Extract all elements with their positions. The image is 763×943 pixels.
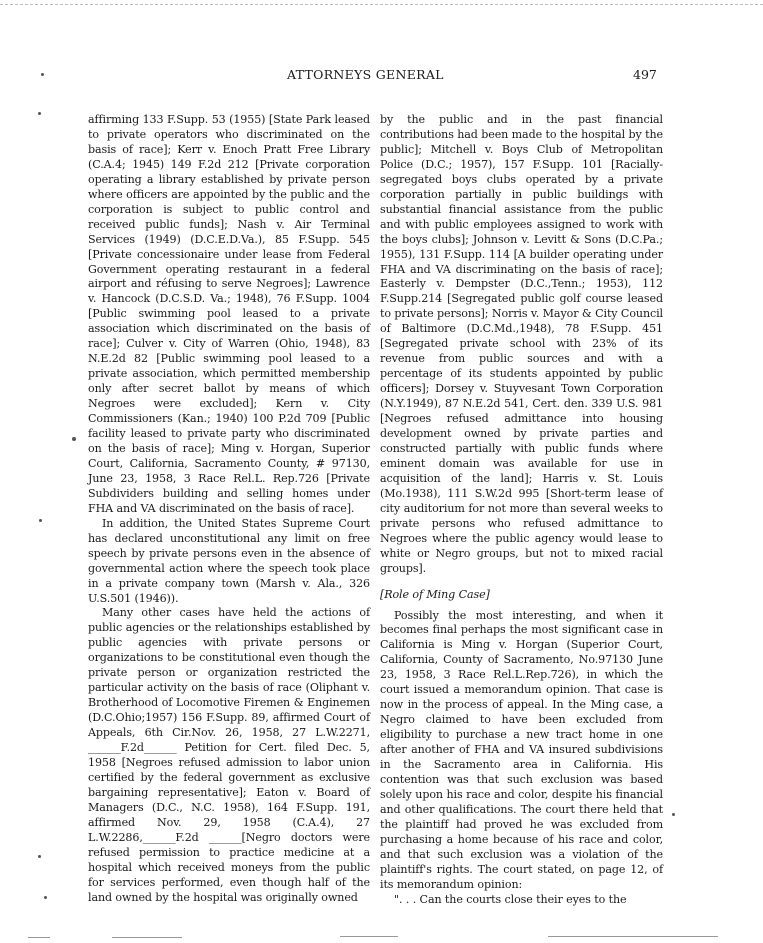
left-paragraph-3: Many other cases have held the actions of public agencies or the relationships established by public agencies with private persons or organizations to be constitutional even though the private person or organization restricted the particular activity on the basis of race (Oliphant v. Brotherhood of Locomotive Firemen & Enginemen (D.C.Ohio;1957) 156 F.Supp. 89, affirmed Court of Appeals, 6th Cir.Nov. 26, 1958, 27 L.W.2271, ______F.2d______ Petition for Cert. filed Dec. 5, 1958 [Negroes refused admission to labor union certified by the federal government as exclusive bargaining representative]; Eaton v. Board of Managers (D.C., N.C. 1958), 164 F.Supp. 191, affirmed Nov. 29, 1958 (C.A.4), 27 L.W.2286,______F.2d ______[Negro doctors were refused permission to practice medicine at a hospital which received moneys from the public for services performed, even though half of the land owned by the hospital was originally owned	[88, 606, 370, 904]
scan-speck	[672, 813, 675, 816]
page-number: 497	[633, 67, 657, 82]
scan-rule	[340, 936, 398, 937]
left-column	[88, 113, 370, 906]
scan-speck	[44, 896, 47, 899]
scan-speck	[38, 112, 41, 115]
scan-rule	[548, 936, 718, 937]
right-paragraph-3: ". . . Can the courts close their eyes to the	[394, 892, 627, 906]
section-heading: [Role of Ming Case]	[380, 587, 490, 601]
right-column	[380, 113, 663, 908]
scan-speck	[41, 73, 44, 76]
right-paragraph-2: Possibly the most interesting, and when it becomes final perhaps the most significant case in California is Ming v. Horgan (Superior Court, California, County of Sacramento, No.97130 June 23, 1958, 3 Race Rel.L.Rep.726), in which the court issued a memorandum opinion. That case is now in the process of appeal. In the Ming case, a Negro claimed to have been excluded from eligibility to purchase a new tract home in one after another of FHA and VA insured subdivisions in the Sacramento area in California. His contention was that such exclusion was based solely upon his race and color, despite his financial and other qualifications. The court there held that the plaintiff had proved he was excluded from purchasing a home because of his race and color, and that such exclusion was a violation of the plaintiff's rights. The court stated, on page 12, of its memorandum opinion:	[380, 608, 663, 891]
scan-speck	[39, 519, 42, 522]
scan-speck	[72, 437, 76, 441]
scan-rule	[112, 937, 182, 938]
right-paragraph-1: by the public and in the past financial contributions had been made to the hospital by the public]; Mitchell v. Boys Club of Metropolitan Police (D.C.; 1957), 157 F.Supp. 101 [Racially-segregated boys clubs operated by a private corporation partially in public buildings with substantial financial assistance from the public and with public employees assigned to work with the boys clubs]; Johnson v. Levitt & Sons (D.C.Pa.; 1955), 131 F.Supp. 114 [A builder operating under FHA and VA discriminating on the basis of race]; Easterly v. Dempster (D.C.,Tenn.; 1953), 112 F.Supp.214 [Segregated public golf course leased to private persons]; Norris v. Mayor & City Council of Baltimore (D.C.Md.,1948), 78 F.Supp. 451 [Segregated private school with 23% of its revenue from public sources and with a percentage of its students appointed by public officers]; Dorsey v. Stuyvesant Town Corporation (N.Y.1949), 87 N.E.2d 541, Cert. den. 339 U.S. 981 [Negroes refused admittance into housing development owned by private parties and constructed partially with public funds where eminent domain was available for use in acquisition of the land]; Harris v. St. Louis (Mo.1938), 111 S.W.2d 995 [Short-term lease of city auditorium for not more than several weeks to private persons who refused admittance to Negroes where the public agency would lease to white or Negro groups, but not to mixed racial groups].	[380, 113, 663, 575]
scan-speck	[38, 855, 41, 858]
scan-edge-top	[0, 4, 763, 5]
running-head: ATTORNEYS GENERAL	[287, 67, 444, 82]
left-paragraph-1: affirming 133 F.Supp. 53 (1955) [State Park leased to private operators who discriminated on the basis of race]; Kerr v. Enoch Pratt Free Library (C.A.4; 1945) 149 F.2d 212 [Private corporation operating a library established by private person where officers are appointed by the public and the corporation is subject to public control and received public funds]; Nash v. Air Terminal Services (1949) (D.C.E.D.Va.), 85 F.Supp. 545 [Private concessionaire under lease from Federal Government operating restaurant in a federal airport and réfusing to serve Negroes]; Lawrence v. Hancock (D.C.S.D. Va.; 1948), 76 F.Supp. 1004 [Public swimming pool leased to a private association which discriminated on the basis of race]; Culver v. City of Warren (Ohio, 1948), 83 N.E.2d 82 [Public swimming pool leased to a private association, which permitted membership only after secret ballot by means of which Negroes were excluded]; Kern v. City Commissioners (Kan.; 1940) 100 P.2d 709 [Public facility leased to private party who discriminated on the basis of race]; Ming v. Horgan, Superior Court, California, Sacramento County, # 97130, June 23, 1958, 3 Race Rel.L. Rep.726 [Private Subdividers building and selling homes under FHA and VA discriminated on the basis of race].	[88, 113, 370, 515]
left-paragraph-2: In addition, the United States Supreme Court has declared unconstitutional any limit on free speech by private persons even in the absence of governmental action where the speech took place in a private company town (Marsh v. Ala., 326 U.S.501 (1946)).	[88, 516, 370, 605]
scan-rule	[28, 937, 50, 938]
